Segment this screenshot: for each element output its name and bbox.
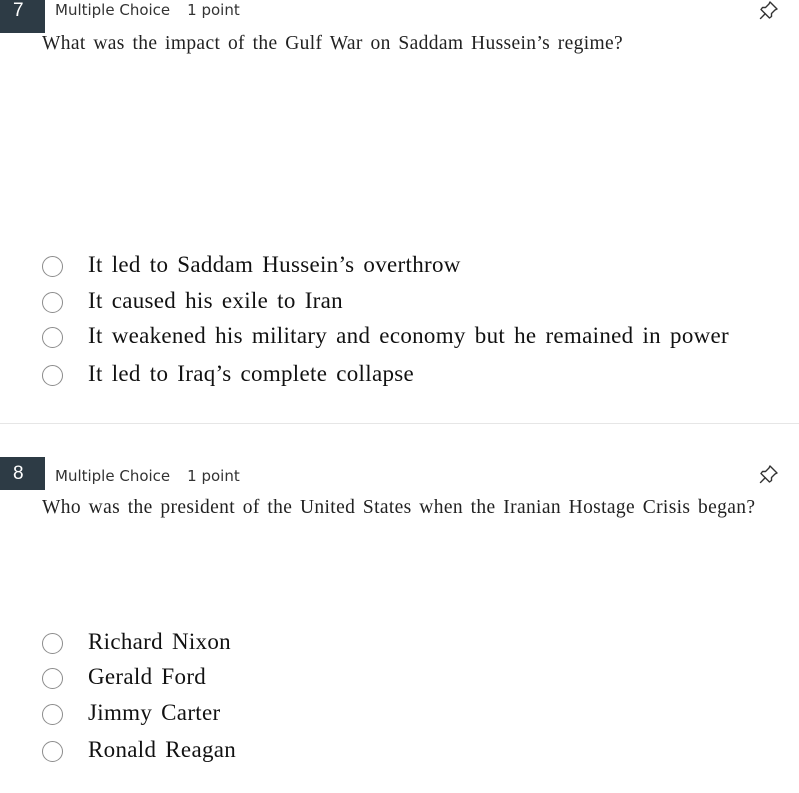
question-type: Multiple Choice — [55, 1, 171, 19]
question-points: 1 point — [187, 467, 240, 485]
question-type: Multiple Choice — [55, 467, 171, 485]
question-meta — [55, 466, 240, 486]
radio-button[interactable] — [42, 292, 63, 313]
question-meta — [55, 0, 240, 20]
radio-button[interactable] — [42, 704, 63, 725]
radio-button[interactable] — [42, 668, 63, 689]
question-text: Who was the president of the United States when the Iranian Hostage Crisis began? — [42, 497, 756, 518]
question-8 — [0, 457, 799, 793]
question-number-badge: 7 — [0, 0, 45, 33]
pin-icon[interactable] — [759, 0, 779, 20]
choice-label: It led to Iraq’s complete collapse — [88, 361, 415, 386]
radio-button[interactable] — [42, 365, 63, 386]
choice-label: Gerald Ford — [88, 664, 207, 689]
question-points: 1 point — [187, 1, 240, 19]
choice-label: It caused his exile to Iran — [88, 288, 343, 313]
choice-label: Jimmy Carter — [88, 700, 221, 725]
radio-button[interactable] — [42, 741, 63, 762]
choice-label: It led to Saddam Hussein’s overthrow — [88, 252, 461, 277]
pin-icon[interactable] — [759, 464, 779, 484]
question-text: What was the impact of the Gulf War on Saddam Hussein’s regime? — [42, 33, 624, 54]
radio-button[interactable] — [42, 256, 63, 277]
choice-label: It weakened his military and economy but he remained in power — [88, 323, 729, 348]
question-number-badge: 8 — [0, 457, 45, 490]
radio-button[interactable] — [42, 327, 63, 348]
choice-label: Ronald Reagan — [88, 737, 237, 762]
radio-button[interactable] — [42, 633, 63, 654]
choice-label: Richard Nixon — [88, 629, 231, 654]
